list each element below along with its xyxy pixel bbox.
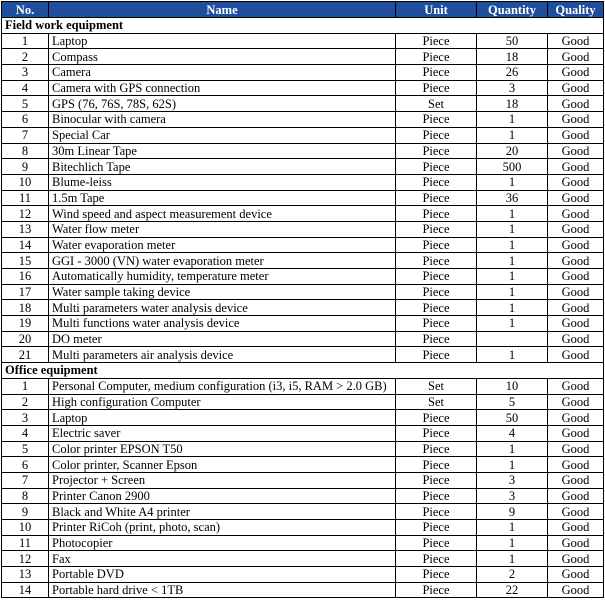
table-row (2, 567, 604, 583)
cell-name: Laptop (49, 410, 396, 426)
table-row (2, 127, 604, 143)
cell-no: 5 (2, 96, 49, 112)
cell-name: Compass (49, 49, 396, 65)
table-row (2, 96, 604, 112)
table-row (2, 190, 604, 206)
cell-no: 1 (2, 378, 49, 394)
cell-unit: Piece (396, 269, 477, 285)
cell-name: Portable DVD (49, 567, 396, 583)
cell-quantity: 1 (477, 347, 548, 363)
table-row (2, 237, 604, 253)
cell-no: 9 (2, 159, 49, 175)
cell-quality: Good (548, 284, 604, 300)
cell-quality: Good (548, 112, 604, 128)
table-row (2, 488, 604, 504)
cell-no: 21 (2, 347, 49, 363)
cell-quantity: 1 (477, 253, 548, 269)
cell-quality: Good (548, 237, 604, 253)
cell-no: 17 (2, 284, 49, 300)
cell-name: Projector + Screen (49, 472, 396, 488)
column-header-no: No. (2, 2, 49, 18)
cell-quality: Good (548, 206, 604, 222)
cell-quantity: 1 (477, 457, 548, 473)
cell-unit: Set (396, 394, 477, 410)
cell-no: 11 (2, 190, 49, 206)
cell-unit: Set (396, 378, 477, 394)
cell-quantity: 1 (477, 520, 548, 536)
cell-name: Multi parameters air analysis device (49, 347, 396, 363)
cell-quality: Good (548, 441, 604, 457)
table-row (2, 441, 604, 457)
cell-unit: Piece (396, 65, 477, 81)
cell-quality: Good (548, 80, 604, 96)
cell-name: Laptop (49, 33, 396, 49)
cell-name: Portable hard drive < 1TB (49, 582, 396, 598)
cell-quantity: 50 (477, 33, 548, 49)
table-row (2, 221, 604, 237)
cell-name: Photocopier (49, 535, 396, 551)
table-row (2, 159, 604, 175)
cell-name: Personal Computer, medium configuration (i3, i5, RAM > 2.0 GB) (49, 378, 396, 394)
cell-no: 2 (2, 49, 49, 65)
cell-quantity: 1 (477, 300, 548, 316)
cell-unit: Piece (396, 284, 477, 300)
cell-unit: Piece (396, 567, 477, 583)
table-row (2, 472, 604, 488)
cell-no: 14 (2, 582, 49, 598)
cell-quality: Good (548, 520, 604, 536)
column-header-unit: Unit (396, 2, 477, 18)
cell-quality: Good (548, 331, 604, 347)
cell-quality: Good (548, 488, 604, 504)
cell-no: 8 (2, 488, 49, 504)
table-row (2, 582, 604, 598)
cell-quantity: 22 (477, 582, 548, 598)
cell-quality: Good (548, 535, 604, 551)
cell-no: 14 (2, 237, 49, 253)
cell-unit: Piece (396, 316, 477, 332)
cell-quantity: 26 (477, 65, 548, 81)
table-row (2, 551, 604, 567)
cell-no: 4 (2, 425, 49, 441)
cell-name: DO meter (49, 331, 396, 347)
cell-quality: Good (548, 65, 604, 81)
cell-name: Water sample taking device (49, 284, 396, 300)
cell-quality: Good (548, 551, 604, 567)
cell-unit: Piece (396, 221, 477, 237)
cell-quantity: 1 (477, 284, 548, 300)
section-row (2, 18, 604, 34)
cell-unit: Piece (396, 253, 477, 269)
cell-quality: Good (548, 127, 604, 143)
cell-no: 11 (2, 535, 49, 551)
cell-unit: Piece (396, 112, 477, 128)
table-row (2, 65, 604, 81)
cell-name: Special Car (49, 127, 396, 143)
cell-quantity: 1 (477, 551, 548, 567)
cell-quality: Good (548, 582, 604, 598)
cell-name: Color printer EPSON T50 (49, 441, 396, 457)
column-header-quality: Quality (548, 2, 604, 18)
section-title: Field work equipment (2, 18, 604, 34)
cell-quantity: 1 (477, 441, 548, 457)
cell-name: Color printer, Scanner Epson (49, 457, 396, 473)
cell-unit: Piece (396, 127, 477, 143)
table-row (2, 49, 604, 65)
cell-quantity: 3 (477, 488, 548, 504)
cell-name: Camera with GPS connection (49, 80, 396, 96)
cell-no: 7 (2, 472, 49, 488)
cell-quality: Good (548, 567, 604, 583)
cell-quantity: 3 (477, 80, 548, 96)
table-row (2, 378, 604, 394)
cell-quality: Good (548, 504, 604, 520)
cell-no: 6 (2, 457, 49, 473)
cell-unit: Piece (396, 535, 477, 551)
cell-no: 12 (2, 551, 49, 567)
cell-quantity: 1 (477, 316, 548, 332)
cell-unit: Piece (396, 347, 477, 363)
cell-quality: Good (548, 457, 604, 473)
cell-quantity: 1 (477, 127, 548, 143)
cell-no: 7 (2, 127, 49, 143)
table-row (2, 284, 604, 300)
cell-quantity: 18 (477, 49, 548, 65)
table-row (2, 300, 604, 316)
cell-name: 30m Linear Tape (49, 143, 396, 159)
cell-quality: Good (548, 96, 604, 112)
table-row (2, 174, 604, 190)
cell-quality: Good (548, 49, 604, 65)
header-row (2, 2, 604, 18)
cell-quantity: 9 (477, 504, 548, 520)
cell-quantity: 36 (477, 190, 548, 206)
cell-name: Water evaporation meter (49, 237, 396, 253)
cell-quantity: 1 (477, 221, 548, 237)
cell-quality: Good (548, 33, 604, 49)
cell-no: 12 (2, 206, 49, 222)
cell-quantity: 5 (477, 394, 548, 410)
cell-quantity: 50 (477, 410, 548, 426)
cell-name: Water flow meter (49, 221, 396, 237)
table-row (2, 331, 604, 347)
cell-quality: Good (548, 174, 604, 190)
cell-name: Electric saver (49, 425, 396, 441)
cell-quantity: 1 (477, 269, 548, 285)
cell-no: 3 (2, 410, 49, 426)
cell-quality: Good (548, 300, 604, 316)
cell-name: Automatically humidity, temperature meter (49, 269, 396, 285)
cell-quality: Good (548, 190, 604, 206)
cell-quality: Good (548, 143, 604, 159)
cell-no: 19 (2, 316, 49, 332)
table-row (2, 535, 604, 551)
cell-unit: Piece (396, 472, 477, 488)
section-title: Office equipment (2, 363, 604, 379)
cell-no: 16 (2, 269, 49, 285)
cell-quality: Good (548, 378, 604, 394)
cell-quantity: 1 (477, 206, 548, 222)
cell-no: 2 (2, 394, 49, 410)
equipment-table (1, 1, 604, 598)
cell-no: 13 (2, 221, 49, 237)
cell-unit: Piece (396, 300, 477, 316)
cell-unit: Piece (396, 49, 477, 65)
cell-name: Multi parameters water analysis device (49, 300, 396, 316)
table-row (2, 347, 604, 363)
cell-unit: Piece (396, 504, 477, 520)
cell-quantity: 10 (477, 378, 548, 394)
cell-quantity: 20 (477, 143, 548, 159)
cell-no: 10 (2, 174, 49, 190)
table-row (2, 394, 604, 410)
cell-unit: Piece (396, 174, 477, 190)
cell-unit: Piece (396, 331, 477, 347)
cell-no: 18 (2, 300, 49, 316)
table-row (2, 316, 604, 332)
table-row (2, 410, 604, 426)
cell-no: 1 (2, 33, 49, 49)
cell-quantity: 2 (477, 567, 548, 583)
cell-unit: Piece (396, 425, 477, 441)
cell-name: GGI - 3000 (VN) water evaporation meter (49, 253, 396, 269)
table-row (2, 457, 604, 473)
cell-unit: Set (396, 96, 477, 112)
cell-name: Printer RiCoh (print, photo, scan) (49, 520, 396, 536)
cell-name: 1.5m Tape (49, 190, 396, 206)
table-row (2, 504, 604, 520)
cell-quantity: 3 (477, 472, 548, 488)
cell-quality: Good (548, 159, 604, 175)
cell-unit: Piece (396, 143, 477, 159)
table-row (2, 33, 604, 49)
table-row (2, 143, 604, 159)
cell-quantity: 1 (477, 174, 548, 190)
cell-quality: Good (548, 347, 604, 363)
cell-no: 5 (2, 441, 49, 457)
cell-name: Camera (49, 65, 396, 81)
cell-name: High configuration Computer (49, 394, 396, 410)
cell-name: GPS (76, 76S, 78S, 62S) (49, 96, 396, 112)
table-row (2, 253, 604, 269)
cell-unit: Piece (396, 237, 477, 253)
cell-unit: Piece (396, 520, 477, 536)
cell-no: 9 (2, 504, 49, 520)
cell-quantity: 18 (477, 96, 548, 112)
cell-unit: Piece (396, 457, 477, 473)
cell-no: 13 (2, 567, 49, 583)
cell-unit: Piece (396, 551, 477, 567)
cell-no: 6 (2, 112, 49, 128)
cell-name: Wind speed and aspect measurement device (49, 206, 396, 222)
cell-name: Binocular with camera (49, 112, 396, 128)
cell-unit: Piece (396, 582, 477, 598)
cell-unit: Piece (396, 488, 477, 504)
table-row (2, 80, 604, 96)
cell-quantity: 1 (477, 112, 548, 128)
cell-no: 3 (2, 65, 49, 81)
cell-quality: Good (548, 269, 604, 285)
section-row (2, 363, 604, 379)
column-header-name: Name (49, 2, 396, 18)
cell-unit: Piece (396, 441, 477, 457)
column-header-quantity: Quantity (477, 2, 548, 18)
table-header (2, 2, 604, 18)
cell-unit: Piece (396, 159, 477, 175)
cell-quantity: 1 (477, 535, 548, 551)
cell-unit: Piece (396, 410, 477, 426)
cell-unit: Piece (396, 206, 477, 222)
table-row (2, 269, 604, 285)
table-row (2, 520, 604, 536)
cell-quantity: 4 (477, 425, 548, 441)
cell-quality: Good (548, 472, 604, 488)
cell-quantity (477, 331, 548, 347)
cell-no: 8 (2, 143, 49, 159)
cell-name: Black and White A4 printer (49, 504, 396, 520)
cell-name: Fax (49, 551, 396, 567)
cell-quality: Good (548, 316, 604, 332)
cell-no: 4 (2, 80, 49, 96)
cell-name: Bitechlich Tape (49, 159, 396, 175)
table-body (2, 18, 604, 598)
cell-name: Printer Canon 2900 (49, 488, 396, 504)
table-row (2, 425, 604, 441)
cell-quality: Good (548, 253, 604, 269)
cell-quantity: 500 (477, 159, 548, 175)
table-row (2, 112, 604, 128)
cell-quality: Good (548, 410, 604, 426)
cell-unit: Piece (396, 80, 477, 96)
cell-no: 10 (2, 520, 49, 536)
cell-quantity: 1 (477, 237, 548, 253)
cell-quality: Good (548, 221, 604, 237)
cell-quality: Good (548, 425, 604, 441)
cell-no: 15 (2, 253, 49, 269)
table-row (2, 206, 604, 222)
cell-name: Blume-leiss (49, 174, 396, 190)
cell-no: 20 (2, 331, 49, 347)
cell-name: Multi functions water analysis device (49, 316, 396, 332)
cell-unit: Piece (396, 190, 477, 206)
cell-unit: Piece (396, 33, 477, 49)
cell-quality: Good (548, 394, 604, 410)
